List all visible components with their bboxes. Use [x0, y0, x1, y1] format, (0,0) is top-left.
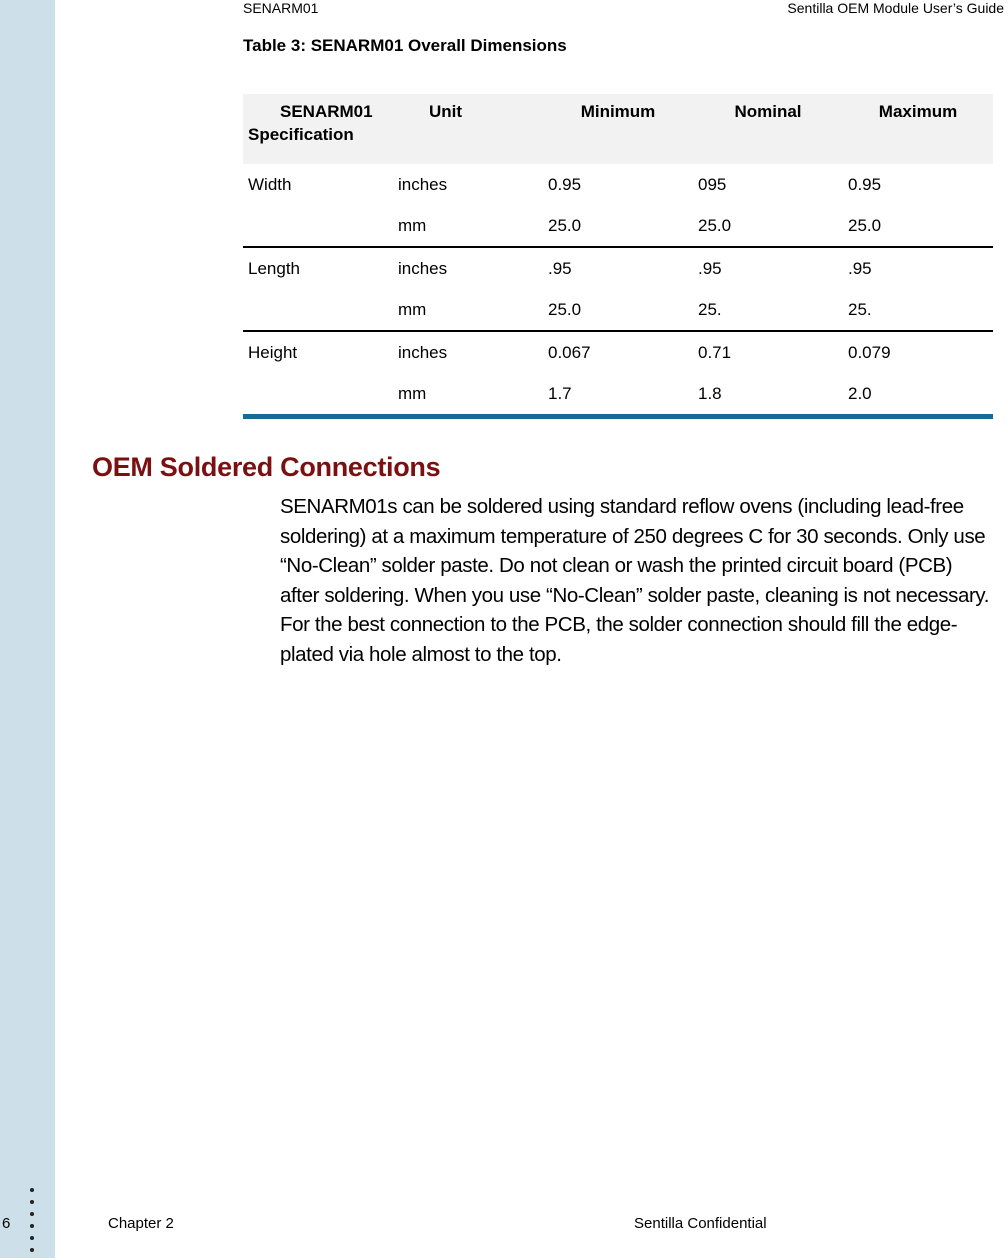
footer-confidential: Sentilla Confidential: [634, 1215, 767, 1232]
running-header-left: SENARM01: [243, 0, 319, 16]
col-header-minimum: Minimum: [543, 94, 693, 164]
col-header-spec-line2: Specification: [248, 125, 354, 144]
cell-max: 25.0: [843, 205, 993, 247]
col-header-nominal: Nominal: [693, 94, 843, 164]
footer-dot: [30, 1224, 34, 1228]
cell-nom: 0.71: [698, 342, 732, 362]
footer-dot: [30, 1188, 34, 1192]
running-header-right: Sentilla OEM Module User’s Guide: [787, 0, 1004, 16]
cell-unit: mm: [393, 373, 543, 417]
footer-dot-rule: [30, 1188, 36, 1260]
footer-page-number: 6: [2, 1215, 11, 1232]
cell-nom: 1.8: [693, 373, 843, 417]
cell-max: 0.079: [848, 342, 891, 362]
cell-unit: mm: [393, 205, 543, 247]
section-body-paragraph: SENARM01s can be soldered using standard reflow ovens (including lead-free soldering) at a maximum temperature of 250 degrees C for 30 seconds. Only use “No-Clean” solder paste. Do not clean or wash the printed circuit board (PCB) after soldering. When you use “No-Clean” solder paste, cleaning is not necessary. For the best connection to the PCB, the solder connection should fill the edge-plated via hole almost to the top.: [280, 495, 990, 666]
cell-unit: inches: [398, 258, 448, 278]
cell-spec: [243, 205, 393, 247]
cell-spec: [243, 373, 393, 417]
cell-unit: inches: [398, 342, 448, 362]
cell-nom: .95: [698, 258, 722, 278]
cell-min: 0.067: [548, 342, 591, 362]
cell-max: 25.: [843, 289, 993, 331]
cell-spec: Width: [248, 174, 292, 194]
cell-unit: inches: [398, 174, 448, 194]
table-row: [243, 373, 993, 417]
footer-chapter: Chapter 2: [108, 1215, 174, 1232]
cell-min: .95: [548, 258, 572, 278]
table-row: [243, 205, 993, 247]
cell-spec: [243, 289, 393, 331]
table-title: Table 3: SENARM01 Overall Dimensions: [243, 36, 567, 55]
cell-max: 0.95: [848, 174, 882, 194]
cell-max: .95: [848, 258, 872, 278]
col-header-maximum: Maximum: [843, 94, 993, 164]
col-header-spec: [243, 94, 393, 164]
table-header-row: [243, 94, 993, 164]
cell-nom: 25.0: [693, 205, 843, 247]
col-header-unit: Unit: [393, 94, 543, 164]
page-sidebar-band: [0, 0, 55, 1258]
cell-spec: Height: [248, 342, 298, 362]
cell-min: 0.95: [548, 174, 582, 194]
cell-nom: 095: [698, 174, 727, 194]
section-heading: OEM Soldered Connections: [92, 452, 441, 482]
footer-dot: [30, 1200, 34, 1204]
table-row: [243, 247, 993, 289]
cell-spec: Length: [248, 258, 300, 278]
dimensions-table: [243, 94, 993, 419]
table-row: [243, 331, 993, 373]
cell-unit: mm: [393, 289, 543, 331]
col-header-spec-line1: SENARM01: [280, 102, 373, 121]
footer-dot: [30, 1212, 34, 1216]
footer-dot: [30, 1248, 34, 1252]
cell-min: 25.0: [543, 289, 693, 331]
cell-min: 25.0: [543, 205, 693, 247]
table-row: [243, 164, 993, 205]
footer-dot: [30, 1236, 34, 1240]
cell-nom: 25.: [693, 289, 843, 331]
table-row: [243, 289, 993, 331]
cell-min: 1.7: [543, 373, 693, 417]
cell-max: 2.0: [843, 373, 993, 417]
